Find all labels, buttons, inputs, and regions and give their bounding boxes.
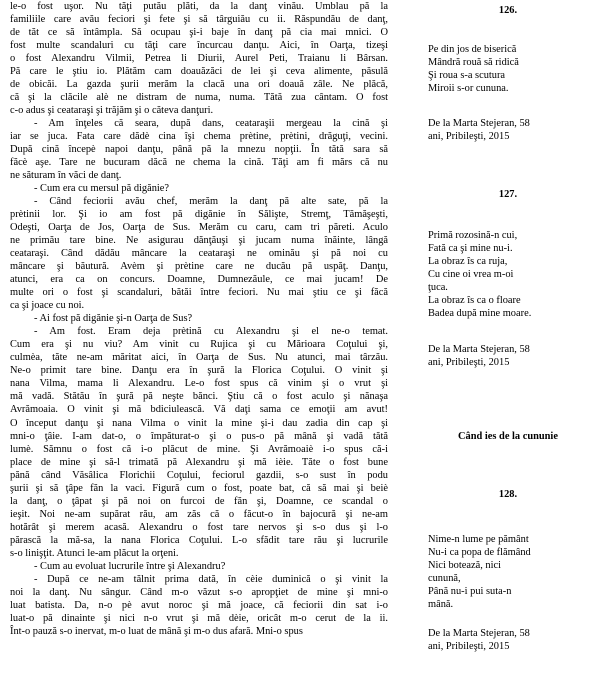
paragraph bbox=[10, 325, 388, 559]
text-line: mă vadă. Stătău în şură pă neşte bănci. Ştiu că o fost aculo şi nănaşa bbox=[10, 391, 388, 403]
verse-line: ţuca. bbox=[428, 282, 448, 294]
verse-line: Primă rozosină-n cui, bbox=[428, 230, 518, 241]
verse-line: La obraz îs ca ruja, bbox=[428, 256, 508, 268]
verse-line: Nu-i ca popa de flămând bbox=[428, 547, 531, 559]
verse-number: 127. bbox=[498, 189, 518, 200]
text-line: luat-o pă dinainte şi nici n-o vrut şi mă dèie, oricât m-o cerut de la ii. bbox=[10, 612, 388, 624]
paragraph bbox=[10, 182, 388, 195]
verse-line: Fată ca şi mine nu-i. bbox=[428, 243, 513, 255]
text-line: de obicăi. La gazda şurii merăm la clacă una ori doauă zâle. Ne plăcă, bbox=[10, 79, 388, 91]
text-line: - Când feciorii avău chef, merăm la danţ pă alte sate, pă la bbox=[34, 196, 388, 208]
verse-line: cunună, bbox=[428, 573, 461, 585]
text-line: o fost Alexandru Vilmii, Petrea li Diurii, Aurel Peti, Traianu li Bârsan. bbox=[10, 53, 388, 65]
text-line: că şi la clăcile alè ne distram de numa, numa. Tătă zua cântam. O fost bbox=[10, 92, 388, 104]
text-line: Pă care le ştiu io. Plătăm cam doauăzăci de lei şi ceva alimente, păsulă bbox=[10, 66, 388, 78]
verse-line: Nici botează, nici bbox=[428, 560, 501, 572]
section-title: Când ies de la cununie bbox=[458, 431, 558, 442]
source-line: ani, Pribileşti, 2015 bbox=[428, 357, 510, 369]
verse-line: La obraz îs ca o floare bbox=[428, 295, 521, 307]
text-line: fost multe scandaluri cu tăţi care încurcau danţu. Aici, în Oarţa, tizeşi bbox=[10, 40, 388, 52]
source-line: ani, Pribileşti, 2015 bbox=[428, 641, 510, 653]
verse-text bbox=[428, 229, 588, 320]
verse-line: Pe din jos de biserică bbox=[428, 44, 517, 55]
verse-source bbox=[428, 117, 588, 143]
text-line: Înt-o pauză s-o inervat, m-o luat de mână şi m-o dus afară. Mni-o spus bbox=[10, 625, 303, 637]
text-line: - Ai fost pă digănie şi-n Oarţa de Sus? bbox=[34, 313, 193, 325]
text-line: lumè. Sămnu o fost că i-o plăcut de mine. Şi Avrămoaiè i-o spus că-i bbox=[10, 443, 388, 455]
text-line: ne săturam în văci de danţ. bbox=[10, 170, 122, 182]
verse-source bbox=[428, 627, 588, 653]
text-line: hotărât şi merem acasă. Alexandru o fost tare nervos şi s-o dus şi l-o bbox=[10, 521, 388, 533]
text-line: Avrămoaia. O vinit şi mă bdiciulească. Vă daţi sama ce emoţii am avut! bbox=[10, 404, 388, 416]
paragraph bbox=[10, 117, 388, 182]
text-line: prètinii lor. Şi io am fost pă digănie în Sălişte, Stremţ, Tămăşeşti, bbox=[10, 209, 388, 221]
text-line: - Cum au evoluat lucrurile între şi Alexandru? bbox=[34, 560, 226, 572]
text-line: place de mine şi să-l trimată pă Alexandru şi mă ièie. Tăte o fost bune bbox=[10, 456, 388, 468]
source-line: De la Marta Stejeran, 58 bbox=[428, 344, 530, 355]
text-line: ceataraşi. Când dădău mâncare la ceataraşi ne ominău şi pă noi cu bbox=[10, 248, 388, 260]
text-line: la danţ, o ţâpat şi pă noi on furcoi de făn şi, Doamne, ce scandal o bbox=[10, 495, 388, 507]
text-line: familiile care avău feciori şi fete şi să târguiău cu ii. Răspundău de danţ, bbox=[10, 14, 388, 26]
text-line: culmèa, tăte ne-am măritat aici, în Oarţa de Sus. Nu atunci, mai târzău. bbox=[10, 352, 388, 364]
verse-line: Nime-n lume pe pământ bbox=[428, 534, 529, 545]
text-line: După cină începè napoi danţu, până pă la mnezu nopţii. În tătă sara să bbox=[10, 144, 388, 156]
text-line: şurii şi să ţâpe făn la vaci. Figură cum o fost, poate bat, că să mai şi beiè bbox=[10, 482, 388, 494]
text-line: - Am înţeles că seara, după dans, ceataraşii mergeau la cină şi bbox=[34, 118, 388, 130]
text-line: părască la mă-sa, la nana Florica Coţului. L-o sfădit tare rău şi lucrurile bbox=[10, 534, 388, 546]
text-line: nana Vilma, mama li Alexandru. Le-o fost spus că vinim şi o vrut şi bbox=[10, 378, 388, 390]
verse-line: mână. bbox=[428, 599, 454, 611]
verse-line: Cu cine oi vrea m-oi bbox=[428, 269, 514, 281]
narrative-column bbox=[10, 0, 388, 638]
text-line: mâncare şi băutură. Avèm şi prètine care ne ducău pă uspăţ. Danţu, bbox=[10, 261, 388, 273]
paragraph bbox=[10, 195, 388, 312]
text-line: - Am fost. Eram deja prètină cu Alexandru şi el ne-o temat. bbox=[34, 326, 388, 338]
verse-number: 126. bbox=[498, 5, 518, 16]
verse-text bbox=[428, 533, 588, 611]
source-line: De la Marta Stejeran, 58 bbox=[428, 118, 530, 129]
text-line: le-o fost uşor. Nu tăţi putău plăti, da la danţ vinău. Umblau pă la bbox=[10, 1, 388, 12]
text-line: pănă când Văsâlica Florichii Coţului, feciorul gazdii, s-o sust în podu bbox=[10, 469, 388, 481]
text-line: c-o adus şi ceataraşi şi trăjăm şi o căteva danţuri. bbox=[10, 105, 214, 117]
text-line: O început danţu şi nana Vilma o vinit la mine şi-i dau zadia din cap şi bbox=[10, 417, 388, 429]
paragraph bbox=[10, 312, 388, 325]
verse-source bbox=[428, 343, 588, 369]
text-line: luat batista. Da, n-o pè avut noroc şi mă joace, că feciorii din sat i-o bbox=[10, 599, 388, 611]
text-line: - Cum era cu mersul pă digănie? bbox=[34, 183, 170, 195]
source-line: De la Marta Stejeran, 58 bbox=[428, 628, 530, 639]
text-line: Ne-o primit tare bine. Danţu era în şură la Florica Coţului. O vinit şi bbox=[10, 365, 388, 377]
text-line: iar se juca. Fata care dădè cina îşi chema prètine, prètini, drăguţi, vecini. bbox=[10, 131, 388, 143]
verse-line: Badea după mine moare. bbox=[428, 308, 532, 320]
verse-line: Şi roua s-a scutura bbox=[428, 70, 506, 82]
verse-line: Mândră rouă să ridică bbox=[428, 57, 519, 69]
paragraph bbox=[10, 573, 388, 638]
text-line: multe ori o fost şi scandaluri, bătăi între feciori. Nu mai ştiu ce şi făcă bbox=[10, 287, 388, 299]
text-line: de tăt ce să întâmpla. Să ocupau şi-i baje în danţ pă cia mai mnici. O bbox=[10, 27, 388, 39]
text-line: noi la danţ. Nu sângur. Când m-o văzut s-o apropţiet de mine şi mni-o bbox=[10, 586, 388, 598]
source-line: ani, Pribileşti, 2015 bbox=[428, 131, 510, 143]
verse-line: Până nu-i pui suta-n bbox=[428, 586, 512, 598]
text-line: ne primău tare bine. Ne asigurau dănţăuşi şi jucam numa înăinte, lângă bbox=[10, 235, 388, 247]
text-line: mni-o ţâie. I-am dat-o, o împăturat-o şi o pus-o pă mână şi vadă tătă bbox=[10, 430, 388, 442]
text-line: ieşit. Noi ne-am supărat rău, am zăs că o făcut-o în bajocură şi ne-am bbox=[10, 508, 388, 520]
text-line: Odeşti, Oarţa de Jos, Oarţa de Sus. Merăm cu caru, cam tri păreti. Aculo bbox=[10, 222, 388, 234]
paragraph bbox=[10, 560, 388, 573]
text-line: făcè aşe. Tare ne bucuram dăcă ne chema la cină. Tăţi am fi mărs că nu bbox=[10, 157, 388, 169]
text-line: s-o linişţit. Atunci le-am plăcut la orţeni. bbox=[10, 547, 179, 559]
text-line: ca şi joace cu noi. bbox=[10, 300, 85, 312]
verse-line: Miroii s-or cununa. bbox=[428, 83, 509, 95]
verse-text bbox=[428, 43, 588, 95]
text-line: Cum era şi nu viu? Am vinit cu Rujica şi cu Mărioara Coţului şi, bbox=[10, 339, 388, 351]
paragraph bbox=[10, 0, 388, 117]
text-line: atunci, era ca on concurs. Doamne, Dumnezăule, ce mai jucam! De bbox=[10, 274, 388, 286]
verse-number: 128. bbox=[498, 489, 518, 500]
text-line: - După ce ne-am tălnit prima dată, în cèie duminică o şi vinit la bbox=[34, 573, 388, 585]
